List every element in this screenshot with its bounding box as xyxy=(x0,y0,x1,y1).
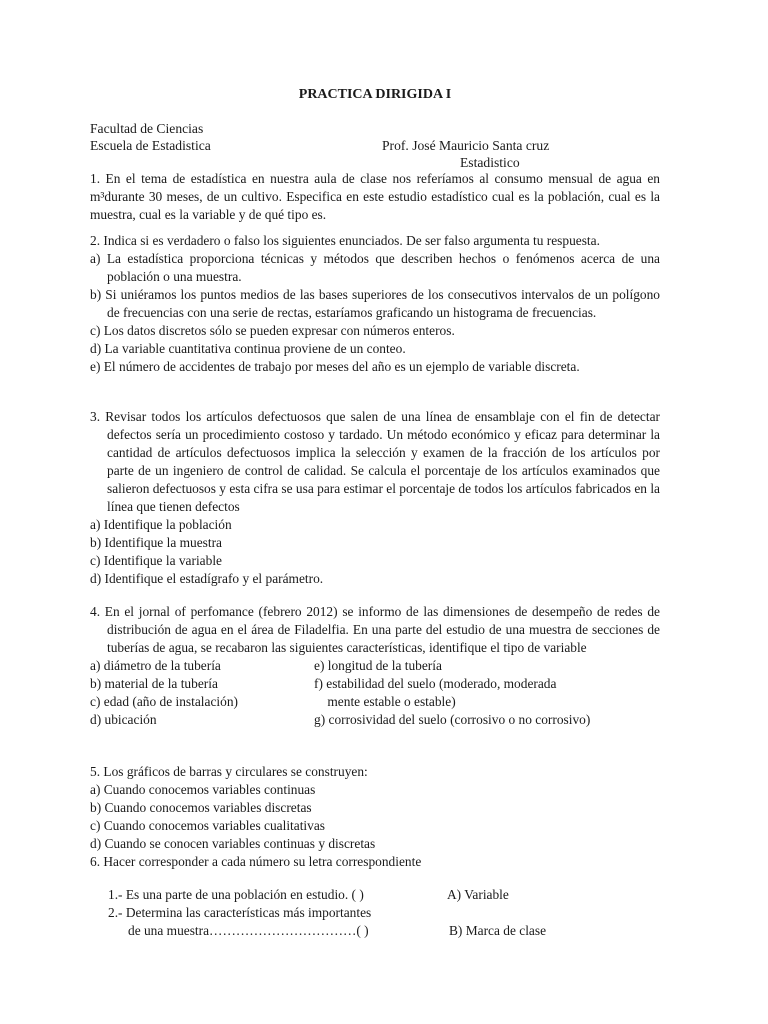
matching-row-2 xyxy=(90,904,660,922)
question-5-item-c: c) Cuando conocemos variables cualitativas xyxy=(90,818,325,833)
question-2-item-b: b) Si uniéramos los puntos medios de las bases superiores de los consecutivos intervalos de un polígono de frecuencias con una serie de rectas, estaríamos graficando un histograma de frecuencias. xyxy=(90,287,660,320)
question-4-item-c: c) edad (año de instalación) xyxy=(90,694,238,709)
question-1-text: 1. En el tema de estadística en nuestra aula de clase nos referíamos al consumo mensual de agua en m³durante 30 meses, de un cultivo. Especifica en este estudio estadístico cual es la población, cual es la muestra, cual es la variable y de qué tipo es. xyxy=(90,171,660,222)
question-4 xyxy=(90,603,660,729)
question-4-text: 4. En el jornal of perfomance (febrero 2012) se informo de las dimensiones de desempeño de redes de distribución de agua en el área de Filadelfia. En una parte del estudio de una muestra de secciones de tuberías de agua, se recabaron las siguientes características, identifique el tipo de variable xyxy=(90,604,660,655)
question-5-item-b: b) Cuando conocemos variables discretas xyxy=(90,800,312,815)
faculty-label: Facultad de Ciencias xyxy=(90,121,204,136)
question-5-item-a: a) Cuando conocemos variables continuas xyxy=(90,782,316,797)
question-1 xyxy=(90,170,660,224)
question-4-item-e: e) longitud de la tubería xyxy=(314,658,442,673)
question-4-item-a: a) diámetro de la tubería xyxy=(90,658,221,673)
question-4-row-2 xyxy=(90,675,660,693)
question-3-item-c: c) Identifique la variable xyxy=(90,553,222,568)
question-5-item-d: d) Cuando se conocen variables continuas y discretas xyxy=(90,836,376,851)
question-4-row-4 xyxy=(90,711,660,729)
question-5-prompt: 5. Los gráficos de barras y circulares se construyen: xyxy=(90,764,368,779)
matching-item-2: 2.- Determina las características más importantes xyxy=(108,905,372,920)
question-2-item-d: d) La variable cuantitativa continua proviene de un conteo. xyxy=(90,341,406,356)
question-4-item-f-continued: mente estable o estable) xyxy=(314,694,456,709)
page-title: PRACTICA DIRIGIDA I xyxy=(298,87,452,102)
matching-row-3 xyxy=(90,922,660,940)
question-6-prompt: 6. Hacer corresponder a cada número su letra correspondiente xyxy=(90,854,422,869)
question-4-item-b: b) material de la tubería xyxy=(90,676,218,691)
question-4-item-f: f) estabilidad del suelo (moderado, moderada xyxy=(314,676,557,691)
question-5 xyxy=(90,763,660,871)
matching-option-a: A) Variable xyxy=(447,887,509,902)
question-3-item-b: b) Identifique la muestra xyxy=(90,535,222,550)
matching-item-2-continued: de una muestra……………………………( ) xyxy=(128,923,369,938)
matching-option-b: B) Marca de clase xyxy=(449,923,547,938)
question-4-row-3 xyxy=(90,693,660,711)
question-3-text: 3. Revisar todos los artículos defectuosos que salen de una línea de ensamblaje con el fin de detectar defectos sería un procedimiento costoso y tardado. Un método económico y eficaz para determinar la cantidad de artículos defectuosos implica la selección y examen de la fracción de los artículos por parte de un ingeniero de control de calidad. Se calcula el porcentaje de los artículos examinados que salieron defectuosos y esta cifra se usa para estimar el porcentaje de todos los artículos fabricados en la línea que tienen defectos xyxy=(90,409,660,514)
question-4-item-g: g) corrosividad del suelo (corrosivo o no corrosivo) xyxy=(314,712,591,727)
question-2-item-c: c) Los datos discretos sólo se pueden expresar con números enteros. xyxy=(90,323,455,338)
question-4-row-1 xyxy=(90,657,660,675)
matching-row-1 xyxy=(90,886,660,904)
question-3-item-a: a) Identifique la población xyxy=(90,517,232,532)
question-2-item-e: e) El número de accidentes de trabajo por meses del año es un ejemplo de variable discreta. xyxy=(90,359,580,374)
question-2-prompt: 2. Indica si es verdadero o falso los siguientes enunciados. De ser falso argumenta tu respuesta. xyxy=(90,233,600,248)
professor-role: Estadistico xyxy=(460,155,520,170)
school-label: Escuela de Estadistica xyxy=(90,138,211,153)
question-2 xyxy=(90,232,660,376)
question-4-item-d: d) ubicación xyxy=(90,712,157,727)
matching-item-1: 1.- Es una parte de una población en estudio. ( ) xyxy=(108,887,364,902)
document-header xyxy=(90,120,660,171)
question-3 xyxy=(90,408,660,588)
professor-label: Prof. José Mauricio Santa cruz xyxy=(382,138,550,153)
question-6-matching xyxy=(90,886,660,940)
question-2-item-a: a) La estadística proporciona técnicas y métodos que describen hechos o fenómenos acerca de una población o una muestra. xyxy=(90,251,660,284)
question-3-item-d: d) Identifique el estadígrafo y el parámetro. xyxy=(90,571,324,586)
